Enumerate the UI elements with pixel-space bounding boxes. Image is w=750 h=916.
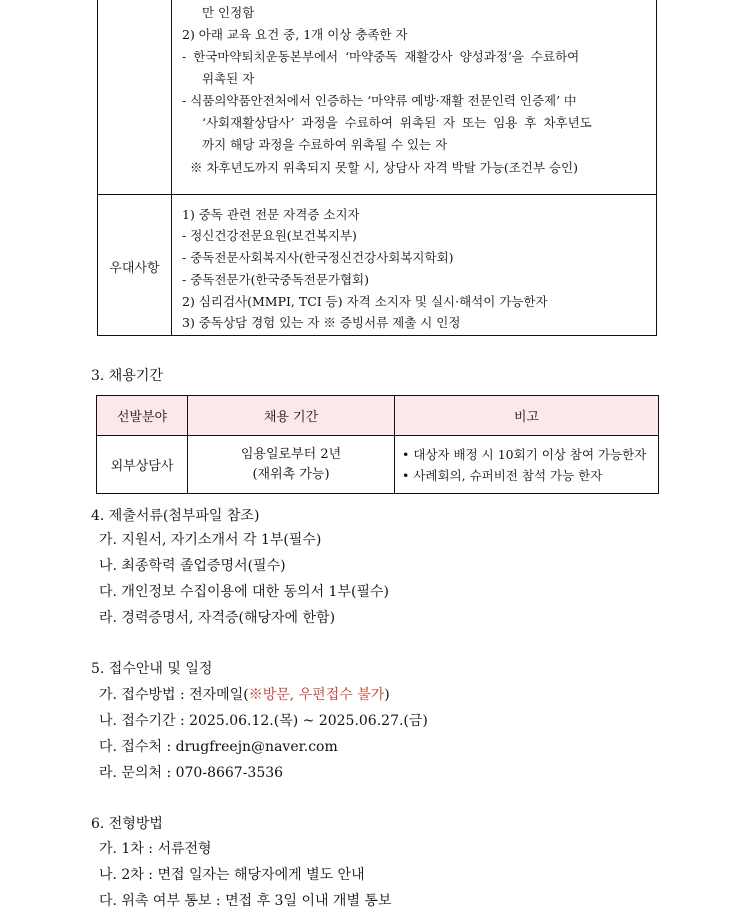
bullet-icon: • xyxy=(402,467,410,483)
list-item: 가. 지원서, 자기소개서 각 1부(필수) xyxy=(99,532,322,548)
preference-line: - 중독전문사회복지사(한국정신건강사회복지학회) xyxy=(182,250,454,265)
cell-period xyxy=(188,436,395,494)
list-item: 라. 경력증명서, 자격증(해당자에 한함) xyxy=(99,610,336,626)
contact-email: 다. 접수처 : drugfreejn@naver.com xyxy=(99,739,338,755)
list-item: 나. 2차 : 면접 일자는 해당자에게 별도 안내 xyxy=(99,867,365,883)
bullet-icon: • xyxy=(402,446,410,462)
requirement-note: ※ 차후년도까지 위촉되지 못할 시, 상담사 자격 박탈 가능(조건부 승인) xyxy=(190,160,579,175)
section-title: 6. 전형방법 xyxy=(91,816,163,832)
table-row xyxy=(97,436,659,494)
list-item: 나. 최종학력 졸업증명서(필수) xyxy=(99,558,286,574)
row-divider xyxy=(98,194,656,195)
list-item: 가. 1차 : 서류전형 xyxy=(99,841,212,857)
requirements-table xyxy=(97,0,657,336)
list-item: 다. 위촉 여부 통보 : 면접 후 3일 이내 개별 통보 xyxy=(99,893,392,909)
preference-line: - 중독전문가(한국중독전문가협회) xyxy=(182,272,370,287)
preference-line: 2) 심리검사(MMPI, TCI 등) 자격 소지자 및 실시·해석이 가능한자 xyxy=(182,294,548,309)
requirement-line: 까지 해당 과정을 수료하여 위촉될 수 있는 자 xyxy=(202,137,448,152)
header-field: 선발분야 xyxy=(97,396,188,436)
preference-line: 3) 중독상담 경험 있는 자 ※ 증빙서류 제출 시 인정 xyxy=(182,315,461,330)
cell-field: 외부상담사 xyxy=(97,436,188,494)
cell-notes xyxy=(395,436,659,494)
requirement-line: 위촉된 자 xyxy=(202,71,255,86)
requirement-line: - 한국마약퇴치운동본부에서 ‘마약중독 재활강사 양성과정’을 수료하여 xyxy=(182,49,580,64)
warning-note: ※방문, 우편접수 불가 xyxy=(248,687,385,703)
preference-label: 우대사항 xyxy=(109,261,160,276)
list-item: 나. 접수기간 : 2025.06.12.(목) ~ 2025.06.27.(금) xyxy=(99,713,428,729)
column-divider xyxy=(171,0,172,335)
period-line: 임용일로부터 2년 xyxy=(240,446,342,462)
list-item: 가. 접수방법 : 전자메일(※방문, 우편접수 불가) xyxy=(99,687,390,703)
requirement-line: 만 인정함 xyxy=(202,5,255,20)
section-title: 4. 제출서류(첨부파일 참조) xyxy=(91,508,260,524)
requirement-line: ‘사회재활상담사’ 과정을 수료하여 위촉된 자 또는 임용 후 차후년도 xyxy=(202,115,592,130)
requirement-line: - 식품의약품안전처에서 인증하는 ‘마약류 예방·재활 전문인력 인증제’ 中 xyxy=(182,93,577,108)
requirement-line: 2) 아래 교육 요건 중, 1개 이상 충족한 자 xyxy=(182,27,408,42)
contact-phone: 라. 문의처 : 070-8667-3536 xyxy=(99,765,284,781)
header-notes: 비고 xyxy=(395,396,659,436)
section-title: 3. 채용기간 xyxy=(91,368,163,384)
preference-line: - 정신건강전문요원(보건복지부) xyxy=(182,228,357,243)
period-line: (재위촉 가능) xyxy=(252,466,330,482)
list-item: 다. 개인정보 수집이용에 대한 동의서 1부(필수) xyxy=(99,584,389,600)
preference-line: 1) 중독 관련 전문 자격증 소지자 xyxy=(182,207,360,222)
hiring-period-table xyxy=(96,395,659,494)
header-period: 채용 기간 xyxy=(188,396,395,436)
section-title: 5. 접수안내 및 일정 xyxy=(91,661,213,677)
note-item: • 사례회의, 슈퍼비전 참석 가능 한자 xyxy=(402,467,603,483)
note-item: • 대상자 배정 시 10회기 이상 참여 가능한자 xyxy=(402,446,647,462)
